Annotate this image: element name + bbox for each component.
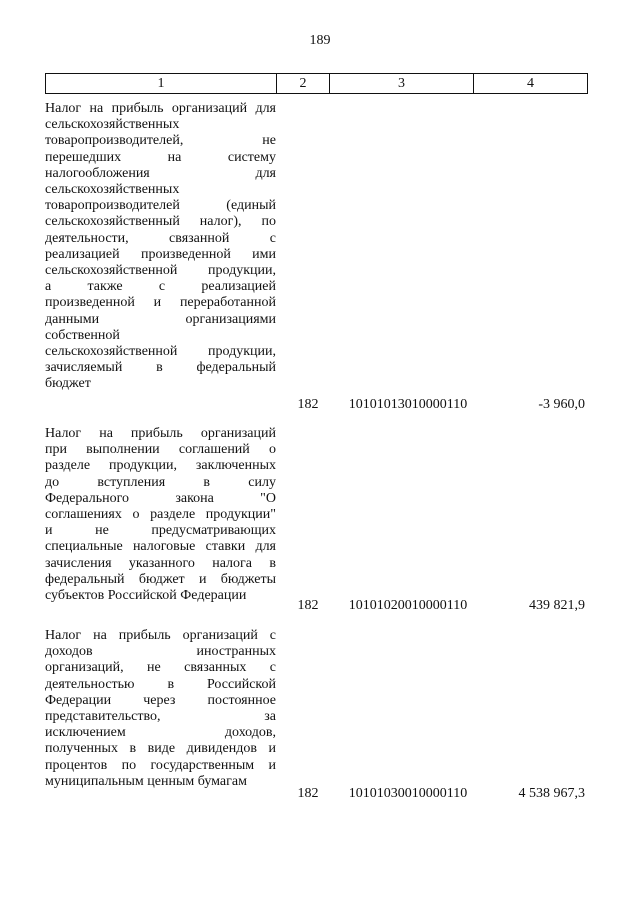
description-line: организаций, не связанных с: [45, 660, 276, 676]
description-line: доходов иностранных: [45, 644, 276, 660]
description-line: процентов по государственным и: [45, 757, 276, 773]
description-line: деятельности, связанной с: [45, 230, 276, 246]
description-line: товаропроизводителей (единый: [45, 198, 276, 214]
budget-classification-code: 10101020010000110: [348, 598, 468, 613]
admin-code: 182: [297, 598, 319, 613]
row-description: [45, 426, 276, 604]
description-line: специальные налоговые ставки для: [45, 539, 276, 555]
description-line: федеральный бюджет и бюджеты: [45, 571, 276, 587]
description-line: а также с реализацией: [45, 279, 276, 295]
description-line: представительство, за: [45, 709, 276, 725]
table-row: [45, 426, 587, 614]
description-line: перешедших на систему: [45, 149, 276, 165]
description-line: произведенной и переработанной: [45, 295, 276, 311]
page-number: 189: [309, 33, 331, 48]
description-line: исключением доходов,: [45, 725, 276, 741]
description-line: сельскохозяйственных: [45, 117, 180, 133]
description-line: сельскохозяйственной продукции,: [45, 263, 276, 279]
description-line: собственной: [45, 327, 120, 343]
description-line: деятельностью в Российской: [45, 676, 276, 692]
description-line: товаропроизводителей, не: [45, 133, 276, 149]
admin-code: 182: [297, 786, 319, 801]
amount: 4 538 967,3: [518, 786, 585, 801]
column-header-1: 1: [46, 74, 277, 94]
description-line: Федерального закона "О: [45, 490, 276, 506]
budget-classification-code: 10101013010000110: [348, 397, 468, 412]
description-line: реализацией произведенной ими: [45, 246, 276, 262]
description-line: соглашениях о разделе продукции": [45, 507, 276, 523]
description-line: полученных в виде дивидендов и: [45, 741, 276, 757]
description-line: сельскохозяйственный налог), по: [45, 214, 276, 230]
description-line: субъектов Российской Федерации: [45, 588, 247, 604]
description-line: разделе продукции, заключенных: [45, 458, 276, 474]
description-line: Налог на прибыль организаций с: [45, 628, 276, 643]
column-header-3: 3: [330, 74, 474, 94]
description-line: и не предусматривающих: [45, 523, 276, 539]
description-line: сельскохозяйственных: [45, 182, 180, 198]
description-line: Налог на прибыль организаций для: [45, 101, 276, 116]
column-header-4: 4: [474, 74, 588, 94]
description-line: налогообложения для: [45, 165, 276, 181]
description-line: при выполнении соглашений о: [45, 442, 276, 458]
column-header-2: 2: [277, 74, 330, 94]
description-line: бюджет: [45, 376, 91, 392]
description-line: до вступления в силу: [45, 474, 276, 490]
table-row: [45, 628, 587, 804]
amount: 439 821,9: [529, 598, 585, 613]
description-line: Федерации через постоянное: [45, 692, 276, 708]
row-description: [45, 628, 276, 790]
description-line: муниципальным ценным бумагам: [45, 773, 247, 789]
admin-code: 182: [297, 397, 319, 412]
row-description: [45, 101, 276, 393]
column-header-row: [46, 74, 588, 94]
amount: -3 960,0: [538, 397, 585, 412]
description-line: сельскохозяйственной продукции,: [45, 344, 276, 360]
table-row: [45, 101, 587, 413]
budget-classification-code: 10101030010000110: [348, 786, 468, 801]
description-line: данными организациями: [45, 311, 276, 327]
description-line: Налог на прибыль организаций: [45, 426, 276, 441]
column-header-table: [45, 73, 588, 94]
description-line: зачисляемый в федеральный: [45, 360, 276, 376]
description-line: зачисления указанного налога в: [45, 555, 276, 571]
